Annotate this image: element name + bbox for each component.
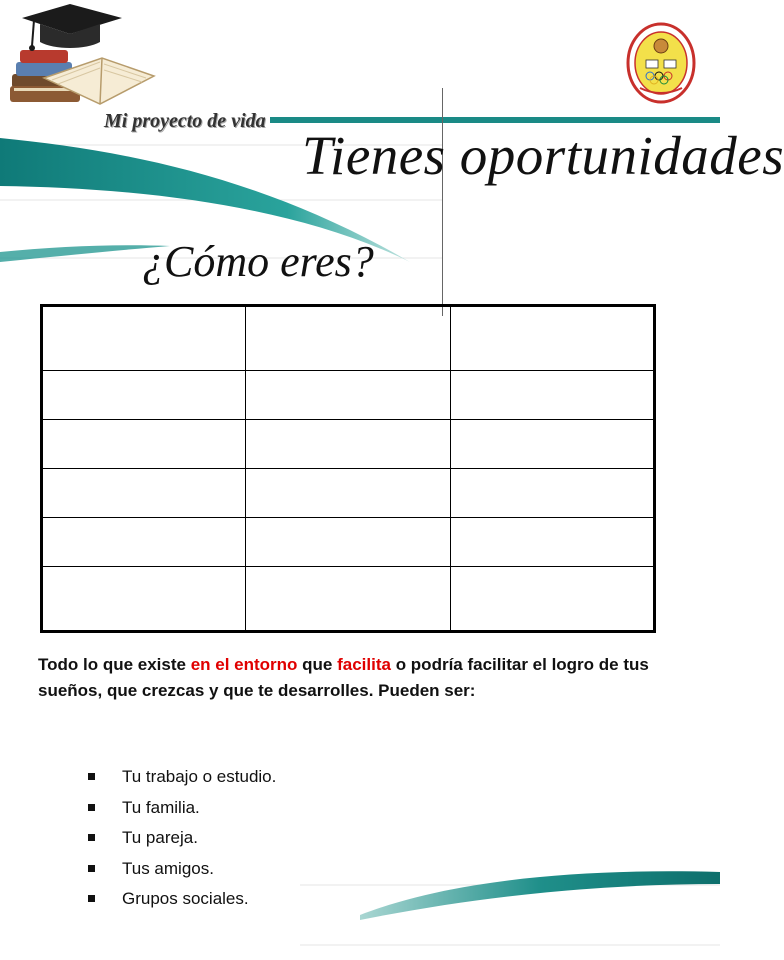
table-cell[interactable] <box>246 371 450 420</box>
list-item-label: Tus amigos. <box>122 858 214 878</box>
table-row <box>42 517 655 566</box>
school-emblem-icon <box>626 22 696 104</box>
table-cell[interactable] <box>450 306 654 371</box>
table-cell[interactable] <box>42 306 246 371</box>
table-row <box>42 306 655 371</box>
intro-highlight-entorno: en el entorno <box>190 655 298 674</box>
table-cell[interactable] <box>450 420 654 469</box>
table-cell[interactable] <box>450 371 654 420</box>
intro-highlight-facilita: facilita <box>337 655 391 674</box>
list-item-label: Grupos sociales. <box>122 889 249 909</box>
table-cell[interactable] <box>246 420 450 469</box>
answer-table <box>40 304 656 633</box>
intro-paragraph <box>38 652 688 704</box>
list-item-label: Tu pareja. <box>122 828 198 848</box>
intro-text: o podría facilitar el logro de tus sueños, que crezcas y que te desarrolles. Pueden ser: <box>38 655 649 700</box>
table-cell[interactable] <box>42 371 246 420</box>
table-row <box>42 371 655 420</box>
bullet-square-icon <box>88 895 95 902</box>
bullet-square-icon <box>88 865 95 872</box>
table-cell[interactable] <box>246 468 450 517</box>
table-cell[interactable] <box>246 517 450 566</box>
table-row <box>42 420 655 469</box>
table-cell[interactable] <box>42 517 246 566</box>
table-cell[interactable] <box>42 566 246 631</box>
list-item <box>88 887 276 918</box>
table-cell[interactable] <box>246 306 450 371</box>
books-icon <box>4 0 164 112</box>
vertical-divider <box>442 88 443 316</box>
intro-text: Todo lo que existe <box>38 655 191 674</box>
list-item-label: Tu trabajo o estudio. <box>122 767 277 786</box>
opportunities-list <box>88 765 276 918</box>
list-item <box>88 857 276 888</box>
table-row <box>42 468 655 517</box>
table-cell[interactable] <box>42 420 246 469</box>
list-item <box>88 826 276 857</box>
table-cell[interactable] <box>450 468 654 517</box>
bullet-square-icon <box>88 804 95 811</box>
table-cell[interactable] <box>450 566 654 631</box>
table-cell[interactable] <box>450 517 654 566</box>
list-item <box>88 765 276 796</box>
bullet-square-icon <box>88 834 95 841</box>
list-item <box>88 796 276 827</box>
table-cell[interactable] <box>42 468 246 517</box>
graduation-cap-icon <box>22 4 122 51</box>
page-title: Tienes oportunidades <box>302 125 784 186</box>
table-cell[interactable] <box>246 566 450 631</box>
intro-text: que <box>297 655 338 674</box>
question-heading: ¿Cómo eres? <box>142 237 374 286</box>
bullet-square-icon <box>88 773 95 780</box>
project-subtitle: Mi proyecto de vida <box>104 110 266 132</box>
list-item-label: Tu familia. <box>122 797 200 817</box>
table-row <box>42 566 655 631</box>
